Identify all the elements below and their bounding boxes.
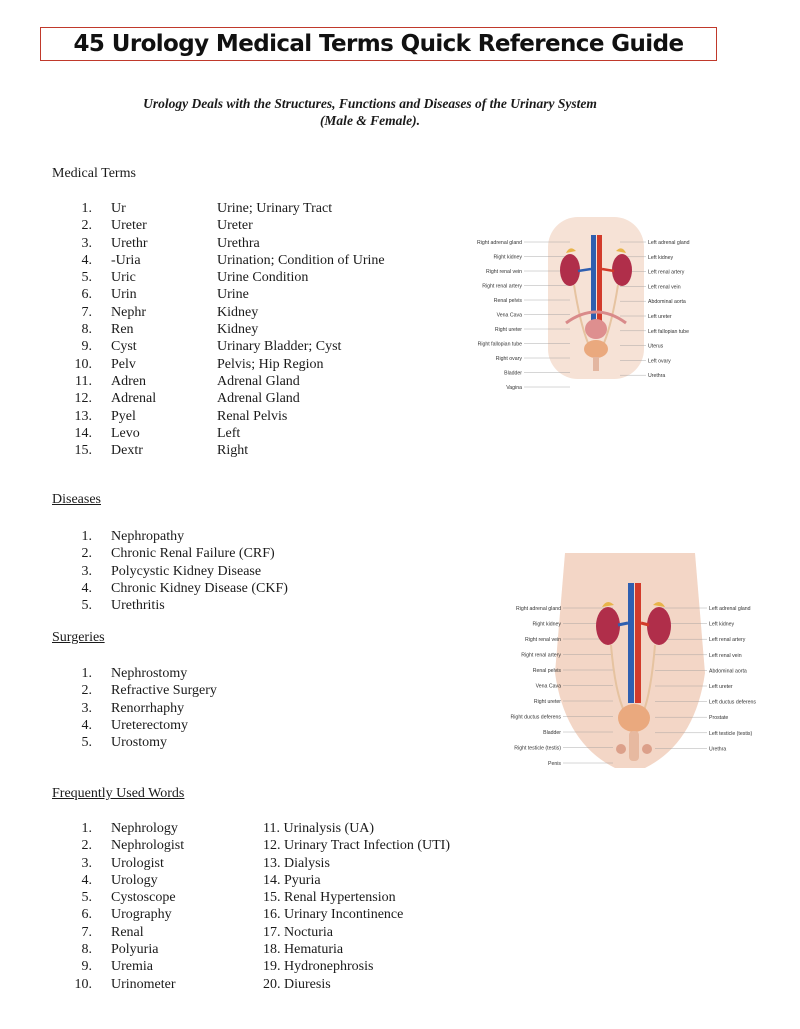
- female-diagram-label: Vagina: [506, 385, 522, 391]
- male-diagram-label: Left kidney: [709, 621, 735, 628]
- frequent-word-item: [58, 976, 258, 993]
- surgery-item: [58, 682, 458, 699]
- frequent-word-number: 5.: [81, 890, 92, 906]
- medical-term-item: [58, 408, 458, 425]
- male-right-testis: [616, 744, 626, 754]
- medical-term-meaning: Renal Pelvis: [217, 408, 288, 424]
- male-diagram-label: Bladder: [543, 730, 561, 736]
- title-box: [40, 27, 717, 61]
- male-diagram-label: Right renal vein: [524, 637, 561, 643]
- surgery-term: Nephrostomy: [111, 666, 188, 681]
- medical-term-term: Adren: [111, 373, 146, 389]
- surgery-number: 4.: [81, 717, 92, 733]
- female-left-kidney: [612, 254, 632, 286]
- medical-term-meaning: Urethra: [217, 235, 260, 251]
- disease-number: 3.: [81, 563, 92, 579]
- female-diagram-label: Uterus: [648, 343, 664, 350]
- medical-term-number: 12.: [74, 391, 92, 407]
- surgeries-heading: Surgeries: [52, 630, 105, 645]
- medical-term-item: [58, 442, 458, 459]
- female-diagram-label: Left renal vein: [648, 284, 681, 291]
- frequent-word-number: 10.: [74, 976, 92, 992]
- female-urinary-diagram: [470, 213, 730, 391]
- female-left-labels: [477, 240, 522, 391]
- medical-term-number: 8.: [81, 322, 92, 338]
- frequent-word-item: 19. Hydronephrosis: [263, 959, 374, 975]
- frequent-word-item: 18. Hematuria: [263, 942, 344, 958]
- male-diagram-label: Prostate: [709, 715, 729, 722]
- male-diagram-label: Left ureter: [709, 684, 733, 690]
- frequent-word-number: 2.: [81, 838, 92, 854]
- medical-term-term: Levo: [111, 425, 140, 441]
- female-diagram-label: Right ovary: [495, 356, 522, 362]
- male-diagram-label: Left ductus deferens: [709, 699, 757, 706]
- male-diagram-label: Right testicle (testis): [514, 745, 561, 752]
- surgery-item: [58, 700, 458, 717]
- frequent-word-term: Uremia: [111, 959, 153, 975]
- medical-term-meaning: Urination; Condition of Urine: [217, 252, 385, 268]
- disease-term: Nephropathy: [111, 529, 185, 544]
- page-title: 45 Urology Medical Terms Quick Reference Guide: [73, 31, 684, 57]
- medical-terms-heading: Medical Terms: [52, 166, 136, 181]
- medical-term-item: [58, 356, 458, 373]
- frequent-word-term: Urology: [111, 872, 158, 888]
- frequent-word-number: 7.: [81, 924, 92, 940]
- frequent-word-item: 14. Pyuria: [263, 872, 321, 888]
- medical-term-item: [58, 235, 458, 252]
- male-diagram-label: Renal pelvis: [532, 668, 561, 674]
- disease-term: Urethritis: [111, 598, 165, 614]
- subtitle-line-2: (Male & Female).: [319, 113, 421, 128]
- female-diagram-label: Left ureter: [648, 314, 672, 320]
- medical-term-number: 4.: [81, 252, 92, 268]
- medical-term-number: 1.: [81, 201, 92, 216]
- disease-item: [58, 528, 458, 545]
- medical-term-term: Pyel: [111, 408, 136, 424]
- frequent-word-term: Renal: [111, 924, 144, 940]
- male-vena-cava: [628, 583, 634, 703]
- medical-term-number: 6.: [81, 287, 92, 303]
- female-diagram-label: Left ovary: [648, 358, 671, 365]
- female-diagram-label: Right fallopian tube: [477, 341, 522, 348]
- medical-term-term: Nephr: [111, 304, 146, 320]
- male-diagram-label: Left renal vein: [709, 652, 742, 659]
- male-bladder: [618, 704, 650, 732]
- female-uterus: [585, 319, 607, 339]
- frequent-word-number: 1.: [81, 821, 92, 836]
- medical-terms-list: [58, 200, 458, 459]
- frequent-word-term: Urinometer: [111, 976, 176, 992]
- male-left-testis: [642, 744, 652, 754]
- female-diagram-label: Vena Cava: [496, 312, 522, 319]
- male-diagram-label: Left adrenal gland: [709, 606, 751, 612]
- frequent-word-item: [58, 837, 258, 854]
- frequent-word-number: 6.: [81, 907, 92, 923]
- surgeries-list: [58, 665, 458, 751]
- frequent-word-item: [58, 855, 258, 872]
- male-diagram-label: Right ureter: [533, 699, 561, 705]
- male-diagram-label: Right ductus deferens: [510, 714, 561, 721]
- medical-term-term: Urin: [111, 287, 137, 303]
- frequent-word-item: [58, 958, 258, 975]
- medical-term-term: Dextr: [111, 443, 143, 459]
- medical-term-number: 10.: [74, 356, 92, 372]
- frequent-word-number: 4.: [81, 872, 92, 888]
- disease-number: 4.: [81, 580, 92, 596]
- male-diagram-label: Penis: [548, 761, 561, 767]
- medical-term-number: 2.: [81, 218, 92, 234]
- male-left-labels: [511, 606, 562, 767]
- medical-term-meaning: Right: [217, 443, 249, 459]
- disease-item: [58, 545, 458, 562]
- frequent-word-item: [58, 889, 258, 906]
- frequent-word-item: 17. Nocturia: [263, 924, 333, 940]
- frequent-word-term: Urologist: [111, 855, 164, 871]
- frequent-word-item: [58, 924, 258, 941]
- female-diagram-label: Right kidney: [493, 254, 522, 261]
- subtitle: [90, 95, 650, 129]
- frequent-word-item: 12. Urinary Tract Infection (UTI): [263, 838, 451, 854]
- frequent-word-item: [58, 820, 258, 837]
- male-diagram-label: Vena Cava: [535, 683, 561, 690]
- medical-term-meaning: Adrenal Gland: [217, 373, 300, 389]
- female-diagram-label: Urethra: [648, 373, 666, 380]
- female-diagram-label: Right ureter: [494, 327, 522, 333]
- surgery-item: [58, 665, 458, 682]
- medical-term-meaning: Pelvis; Hip Region: [217, 356, 324, 372]
- surgery-term: Urostomy: [111, 735, 167, 751]
- female-diagram-label: Left renal artery: [648, 269, 685, 276]
- frequent-word-item: 11. Urinalysis (UA): [263, 821, 375, 836]
- medical-term-term: Ur: [111, 201, 126, 216]
- disease-number: 2.: [81, 546, 92, 562]
- medical-term-number: 11.: [75, 373, 92, 389]
- male-diagram-label: Right renal artery: [521, 652, 561, 659]
- medical-term-number: 7.: [81, 304, 92, 320]
- frequent-word-number: 9.: [81, 959, 92, 975]
- medical-term-meaning: Ureter: [217, 218, 253, 234]
- surgery-item: [58, 717, 458, 734]
- medical-term-item: [58, 252, 458, 269]
- female-diagram-label: Bladder: [504, 370, 522, 377]
- medical-term-item: [58, 286, 458, 303]
- medical-term-meaning: Urine: [217, 287, 249, 303]
- medical-term-number: 14.: [74, 425, 92, 441]
- medical-term-meaning: Left: [217, 425, 241, 441]
- frequent-word-term: Polyuria: [111, 942, 159, 958]
- male-diagram-label: Right kidney: [532, 621, 561, 628]
- disease-number: 1.: [81, 529, 92, 544]
- male-diagram-label: Left renal artery: [709, 637, 746, 644]
- male-right-kidney: [596, 607, 620, 645]
- surgery-number: 3.: [81, 700, 92, 716]
- female-diagram-label: Right renal vein: [485, 269, 522, 275]
- medical-term-term: -Uria: [111, 252, 141, 268]
- medical-term-number: 9.: [81, 339, 92, 355]
- disease-number: 5.: [81, 598, 92, 614]
- medical-term-term: Urethr: [111, 235, 148, 251]
- female-diagram-label: Right adrenal gland: [477, 240, 522, 246]
- frequent-words-heading: Frequently Used Words: [52, 786, 185, 801]
- frequent-word-item: [58, 872, 258, 889]
- frequent-word-term: Urography: [111, 907, 172, 923]
- disease-item: [58, 563, 458, 580]
- surgery-term: Refractive Surgery: [111, 683, 217, 699]
- diseases-heading: Diseases: [52, 492, 101, 507]
- medical-term-meaning: Kidney: [217, 322, 259, 338]
- medical-term-item: [58, 373, 458, 390]
- medical-term-number: 15.: [74, 443, 92, 459]
- female-diagram-label: Right renal artery: [482, 283, 522, 290]
- surgery-number: 1.: [81, 666, 92, 681]
- medical-term-item: [58, 425, 458, 442]
- male-urinary-diagram: [495, 553, 775, 773]
- surgery-number: 2.: [81, 683, 92, 699]
- frequent-word-item: 16. Urinary Incontinence: [263, 907, 404, 923]
- surgery-item: [58, 734, 458, 751]
- male-diagram-label: Urethra: [709, 746, 727, 753]
- medical-term-term: Pelv: [111, 356, 136, 372]
- medical-term-term: Cyst: [111, 339, 137, 355]
- disease-term: Chronic Kidney Disease (CKF): [111, 580, 288, 596]
- frequent-word-item: 20. Diuresis: [263, 976, 331, 992]
- subtitle-line-1: Urology Deals with the Structures, Functions and Diseases of the Urinary System: [143, 96, 597, 111]
- male-diagram-label: Abdominal aorta: [709, 668, 747, 675]
- medical-term-term: Uric: [111, 270, 136, 286]
- medical-term-number: 13.: [74, 408, 92, 424]
- disease-item: [58, 580, 458, 597]
- medical-term-number: 5.: [81, 270, 92, 286]
- male-right-labels: [709, 606, 756, 752]
- medical-term-item: [58, 217, 458, 234]
- frequent-word-term: Nephrologist: [111, 838, 185, 854]
- disease-term: Polycystic Kidney Disease: [111, 563, 262, 579]
- medical-term-item: [58, 200, 458, 217]
- female-diagram-label: Left adrenal gland: [648, 240, 690, 246]
- surgery-term: Ureterectomy: [111, 717, 188, 733]
- male-left-kidney: [647, 607, 671, 645]
- medical-term-item: [58, 390, 458, 407]
- female-diagram-label: Left fallopian tube: [648, 328, 689, 335]
- medical-term-meaning: Urine; Urinary Tract: [217, 201, 333, 216]
- surgery-number: 5.: [81, 735, 92, 751]
- medical-term-term: Ureter: [111, 218, 147, 234]
- female-bladder: [584, 340, 608, 358]
- female-diagram-label: Left kidney: [648, 254, 674, 261]
- female-diagram-label: Abdominal aorta: [648, 299, 686, 306]
- medical-term-meaning: Urine Condition: [217, 270, 309, 286]
- frequent-word-item: 13. Dialysis: [263, 855, 330, 871]
- disease-term: Chronic Renal Failure (CRF): [111, 546, 275, 562]
- frequent-word-term: Cystoscope: [111, 890, 176, 906]
- medical-term-term: Ren: [111, 322, 134, 338]
- female-right-kidney: [560, 254, 580, 286]
- medical-term-item: [58, 321, 458, 338]
- female-diagram-label: Renal pelvis: [493, 298, 522, 304]
- male-aorta: [635, 583, 641, 703]
- medical-term-item: [58, 269, 458, 286]
- frequent-word-item: [58, 906, 258, 923]
- frequent-word-item: [58, 941, 258, 958]
- male-diagram-label: Right adrenal gland: [516, 606, 561, 612]
- female-right-labels: [648, 240, 690, 379]
- medical-term-meaning: Kidney: [217, 304, 259, 320]
- frequent-words-col-2: [263, 820, 523, 993]
- surgery-term: Renorrhaphy: [111, 700, 185, 716]
- disease-item: [58, 597, 458, 614]
- frequent-words-col-1: [58, 820, 258, 993]
- medical-term-item: [58, 338, 458, 355]
- frequent-word-number: 3.: [81, 855, 92, 871]
- male-diagram-label: Left testicle (testis): [709, 730, 753, 737]
- frequent-word-term: Nephrology: [111, 821, 178, 836]
- frequent-word-item: 15. Renal Hypertension: [263, 890, 396, 906]
- medical-term-meaning: Urinary Bladder; Cyst: [217, 339, 342, 355]
- medical-term-item: [58, 304, 458, 321]
- medical-term-meaning: Adrenal Gland: [217, 391, 300, 407]
- frequent-word-number: 8.: [81, 942, 92, 958]
- medical-term-number: 3.: [81, 235, 92, 251]
- medical-term-term: Adrenal: [111, 391, 157, 407]
- male-penis: [629, 731, 639, 761]
- diseases-list: [58, 528, 458, 614]
